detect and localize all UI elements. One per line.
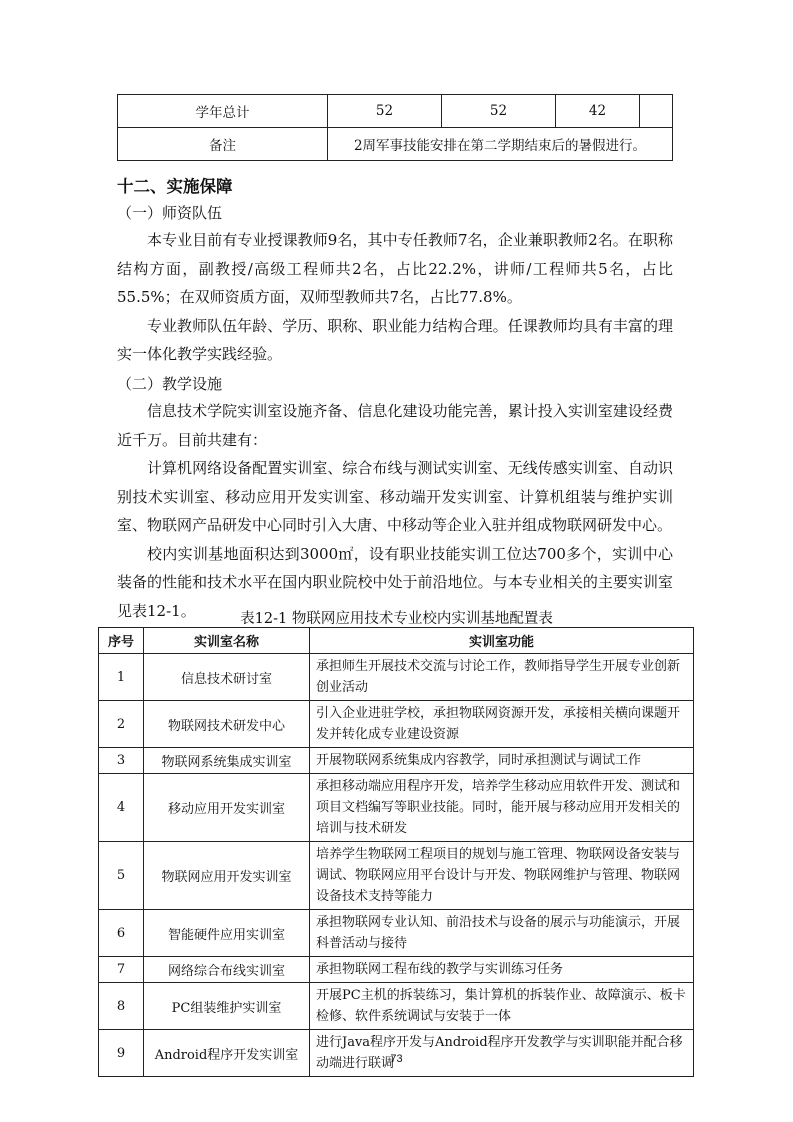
paragraph: 校内实训基地面积达到3000㎡，设有职业技能实训工位达700多个，实训中心装备的性能和技术水平在国内职业院校中处于前沿地位。与本专业相关的主要实训室见表12-1。 bbox=[117, 544, 673, 620]
table-row bbox=[99, 748, 694, 774]
section-title: 十二、实施保障 bbox=[117, 177, 233, 196]
table-cell: 52 bbox=[328, 95, 442, 128]
lab-function: 引入企业进驻学校，承担物联网资源开发，承接相关横向课题开发并转化成专业建设资源 bbox=[310, 701, 694, 748]
lab-name: 网络综合布线实训室 bbox=[144, 957, 310, 983]
table-row bbox=[99, 957, 694, 983]
lab-function: 承担物联网专业认知、前沿技术与设备的展示与功能演示，开展科普活动与接待 bbox=[310, 910, 694, 957]
column-header: 实训室名称 bbox=[144, 628, 310, 654]
faculty-text bbox=[117, 226, 673, 369]
table-row bbox=[118, 95, 673, 128]
lab-function: 培养学生物联网工程项目的规划与施工管理、物联网设备安装与调试、物联网应用平台设计与开发、物联网维护与管理、物联网设备技术支持等能力 bbox=[310, 842, 694, 910]
row-number: 7 bbox=[99, 957, 144, 983]
paragraph: 专业教师队伍年龄、学历、职称、职业能力结构合理。任课教师均具有丰富的理实一体化教学实践经验。 bbox=[117, 316, 673, 363]
row-number: 2 bbox=[99, 701, 144, 748]
table-header-row bbox=[99, 628, 694, 654]
lab-name: 物联网技术研发中心 bbox=[144, 701, 310, 748]
row-number: 6 bbox=[99, 910, 144, 957]
column-header: 序号 bbox=[99, 628, 144, 654]
lab-function: 进行Java程序开发与Android程序开发教学与实训职能并配合移动端进行联调 bbox=[310, 1030, 694, 1077]
facilities-text bbox=[117, 397, 673, 625]
row-number: 3 bbox=[99, 748, 144, 774]
table-row bbox=[99, 774, 694, 842]
lab-function: 承担移动端应用程序开发，培养学生移动应用软件开发、测试和项目文档编写等职业技能。同时，能开展与移动应用开发相关的培训与技术研发 bbox=[310, 774, 694, 842]
lab-name: Android程序开发实训室 bbox=[144, 1030, 310, 1077]
table-cell: 学年总计 bbox=[118, 95, 328, 128]
lab-name: 信息技术研讨室 bbox=[144, 654, 310, 701]
summary-table bbox=[117, 94, 673, 161]
lab-function: 开展物联网系统集成内容教学，同时承担测试与调试工作 bbox=[310, 748, 694, 774]
table-cell: 2周军事技能安排在第二学期结束后的暑假进行。 bbox=[328, 128, 673, 161]
table-cell: 52 bbox=[442, 95, 556, 128]
row-number: 8 bbox=[99, 983, 144, 1030]
faculty-subtitle: （一）师资队伍 bbox=[117, 204, 223, 222]
lab-name: 物联网应用开发实训室 bbox=[144, 842, 310, 910]
row-number: 5 bbox=[99, 842, 144, 910]
lab-function: 开展PC主机的拆装练习，集计算机的拆装作业、故障演示、板卡检修、软件系统调试与安装于一体 bbox=[310, 983, 694, 1030]
table-cell: 42 bbox=[556, 95, 640, 128]
paragraph: 计算机网络设备配置实训室、综合布线与测试实训室、无线传感实训室、自动识别技术实训室、移动应用开发实训室、移动端开发实训室、计算机组装与维护实训室、物联网产品研发中心同时引入大唐、中移动等企业入驻并组成物联网研发中心。 bbox=[117, 459, 673, 534]
paragraph: 信息技术学院实训室设施齐备、信息化建设功能完善，累计投入实训室建设经费近千万。目前共建有： bbox=[117, 402, 673, 449]
lab-table bbox=[98, 627, 694, 1077]
table-row bbox=[99, 910, 694, 957]
lab-name: 移动应用开发实训室 bbox=[144, 774, 310, 842]
table-caption: 表12-1 物联网应用技术专业校内实训基地配置表 bbox=[240, 611, 553, 627]
row-number: 4 bbox=[99, 774, 144, 842]
paragraph: 本专业目前有专业授课教师9名，其中专任教师7名，企业兼职教师2名。在职称结构方面，副教授/高级工程师共2名，占比22.2%，讲师/工程师共5名，占比55.5%；在双师资质方面，双师型教师共7名，占比77.8%。 bbox=[117, 231, 673, 306]
lab-function: 承担物联网工程布线的教学与实训练习任务 bbox=[310, 957, 694, 983]
lab-name: 物联网系统集成实训室 bbox=[144, 748, 310, 774]
lab-name: PC组装维护实训室 bbox=[144, 983, 310, 1030]
page-number: 73 bbox=[390, 1053, 403, 1065]
table-cell: 备注 bbox=[118, 128, 328, 161]
lab-name: 智能硬件应用实训室 bbox=[144, 910, 310, 957]
table-row bbox=[118, 128, 673, 161]
lab-function: 承担师生开展技术交流与讨论工作，教师指导学生开展专业创新创业活动 bbox=[310, 654, 694, 701]
row-number: 1 bbox=[99, 654, 144, 701]
table-row bbox=[99, 842, 694, 910]
table-row bbox=[99, 654, 694, 701]
table-cell bbox=[640, 95, 673, 128]
facilities-subtitle: （二）教学设施 bbox=[117, 375, 223, 393]
column-header: 实训室功能 bbox=[310, 628, 694, 654]
row-number: 9 bbox=[99, 1030, 144, 1077]
table-row bbox=[99, 701, 694, 748]
table-row bbox=[99, 983, 694, 1030]
